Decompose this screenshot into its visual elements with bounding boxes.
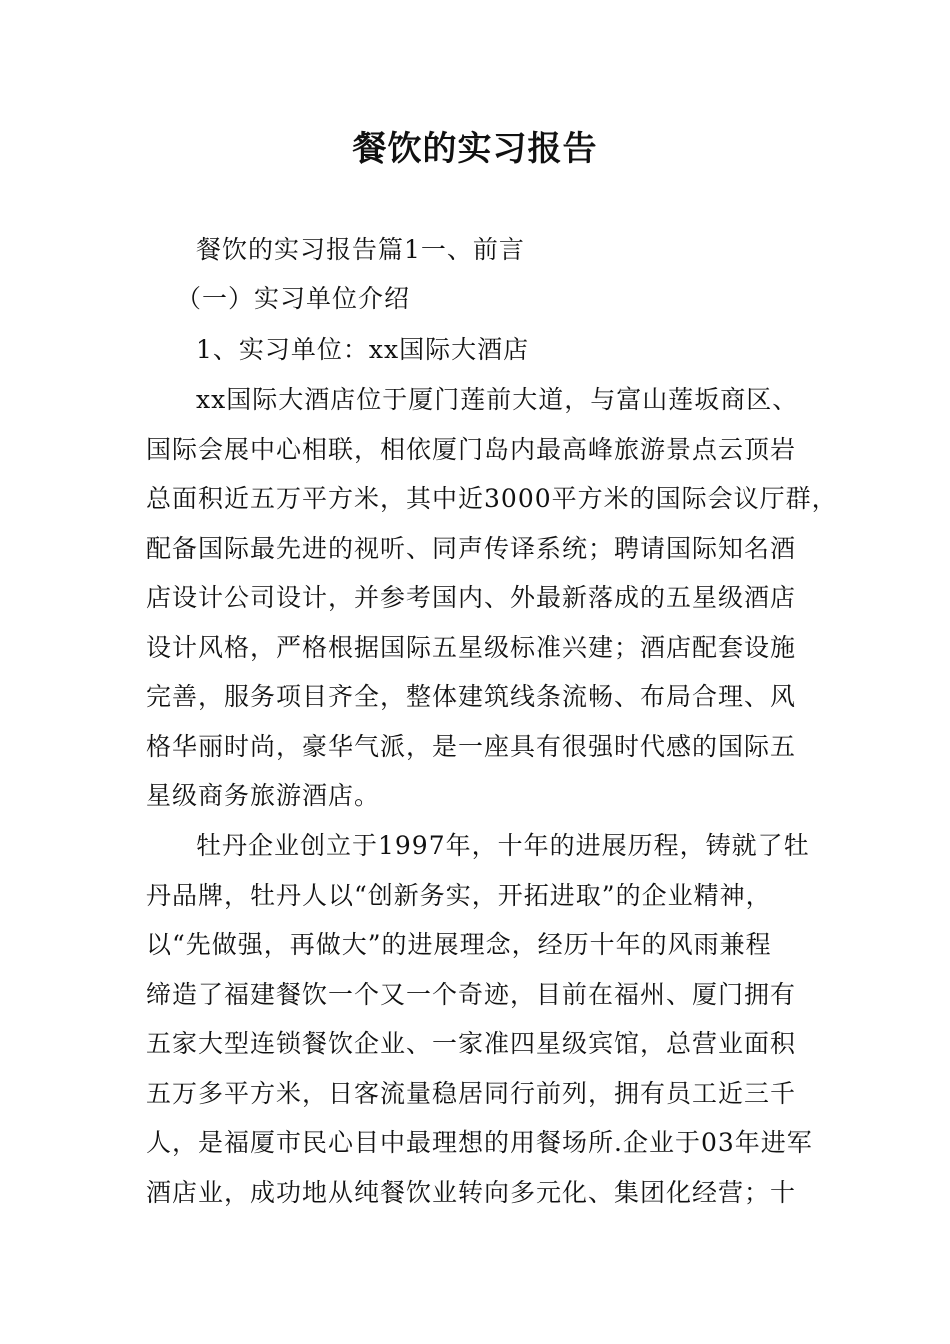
paragraph-2-line-5: 五家大型连锁餐饮企业、一家准四星级宾馆，总营业面积 [146, 1029, 797, 1058]
paragraph-1-line-1: xx国际大酒店位于厦门莲前大道，与富山莲坂商区、 [196, 385, 799, 414]
paragraph-1-line-5: 店设计公司设计，并参考国内、外最新落成的五星级酒店 [146, 583, 797, 612]
paragraph-2-line-3: 以“先做强，再做大”的进展理念，经历十年的风雨兼程 [146, 930, 772, 959]
paragraph-1-line-6: 设计风格，严格根据国际五星级标准兴建；酒店配套设施 [146, 633, 797, 662]
report-heading: 餐饮的实习报告篇1一、前言 [196, 235, 525, 264]
subsection-heading: 1、实习单位：xx国际大酒店 [196, 335, 530, 364]
paragraph-2-line-4: 缔造了福建餐饮一个又一个奇迹，目前在福州、厦门拥有 [146, 980, 797, 1009]
document-title: 餐饮的实习报告 [352, 129, 598, 169]
paragraph-2-line-8: 酒店业，成功地从纯餐饮业转向多元化、集团化经营；十 [146, 1178, 797, 1207]
paragraph-2-line-1: 牡丹企业创立于1997年，十年的进展历程，铸就了牡 [196, 831, 810, 860]
paragraph-1-line-4: 配备国际最先进的视听、同声传译系统；聘请国际知名酒 [146, 534, 797, 563]
paragraph-1-line-2: 国际会展中心相联，相依厦门岛内最高峰旅游景点云顶岩 [146, 435, 797, 464]
paragraph-1-line-8: 格华丽时尚，豪华气派，是一座具有很强时代感的国际五 [146, 732, 797, 761]
paragraph-1-line-3: 总面积近五万平方米，其中近3000平方米的国际会议厅群， [146, 484, 838, 513]
paragraph-2-line-7: 人，是福厦市民心目中最理想的用餐场所.企业于03年进军 [146, 1128, 813, 1157]
section-heading: （一）实习单位介绍 [176, 284, 411, 313]
paragraph-2-line-2: 丹品牌，牡丹人以“创新务实，开拓进取”的企业精神， [146, 881, 772, 910]
paragraph-1-line-7: 完善，服务项目齐全，整体建筑线条流畅、布局合理、风 [146, 682, 797, 711]
paragraph-2-line-6: 五万多平方米，日客流量稳居同行前列，拥有员工近三千 [146, 1079, 797, 1108]
paragraph-1-line-9: 星级商务旅游酒店。 [146, 781, 381, 810]
